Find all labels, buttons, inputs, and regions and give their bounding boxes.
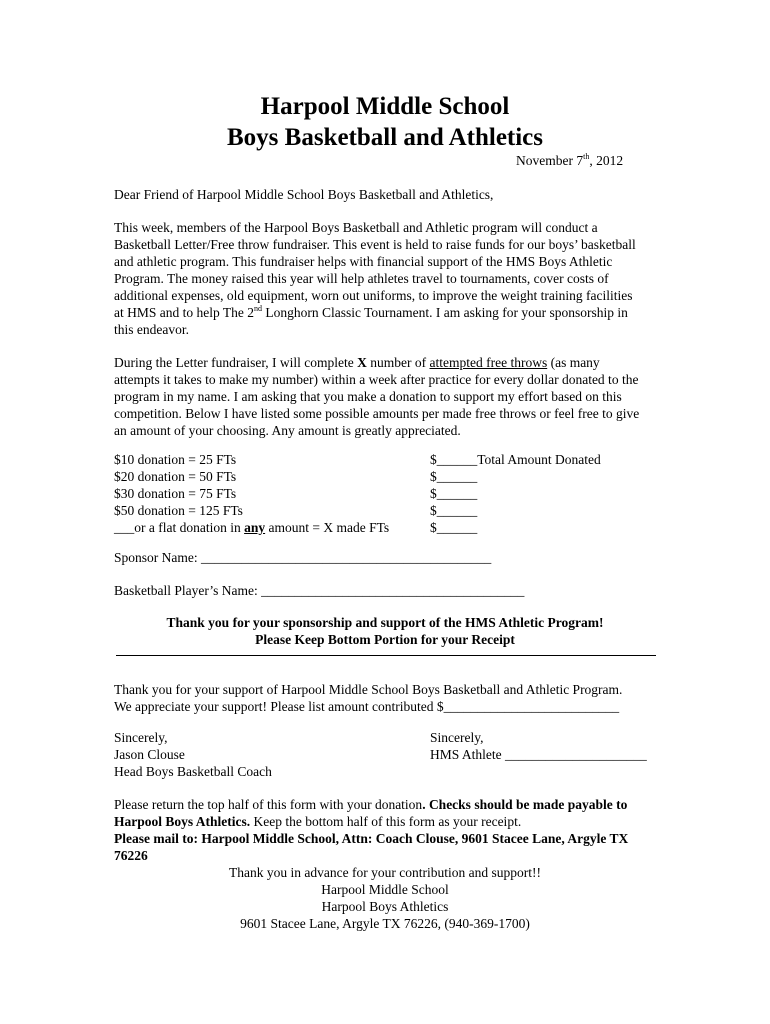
mailing-address: Please mail to: Harpool Middle School, Attn: Coach Clouse, 9601 Stacee Lane, Argyle TX (114, 831, 629, 846)
donation-amount-field[interactable]: $______ (430, 486, 478, 501)
school-title: Harpool Middle School (260, 93, 510, 120)
paragraph-2-line: During the Letter fundraiser, I will complete X number of attempted free throws (as many (114, 355, 600, 370)
donation-option: $10 donation = 25 FTs (114, 452, 237, 467)
salutation: Dear Friend of Harpool Middle School Boys Basketball and Athletics, (114, 187, 494, 202)
player-name-field[interactable]: Basketball Player’s Name: _______________________________________ (114, 583, 525, 598)
return-instructions: Please return the top half of this form with your donation. Checks should be made payable to (114, 797, 628, 812)
footer-address: 9601 Stacee Lane, Argyle TX 76226, (940-369-1700) (240, 916, 530, 931)
footer-program: Harpool Boys Athletics (321, 899, 449, 914)
paragraph-2-line: competition. Below I have listed some possible amounts per made free throws or feel free to give (114, 406, 640, 421)
flat-donation-option: ___or a flat donation in any amount = X made FTs (114, 520, 390, 535)
receipt-line: Thank you for your support of Harpool Middle School Boys Basketball and Athletic Program. (114, 682, 623, 697)
donation-option: $50 donation = 125 FTs (114, 503, 243, 518)
cut-line-divider (116, 655, 656, 656)
coach-closing: Sincerely, (114, 730, 168, 745)
athlete-closing: Sincerely, (430, 730, 484, 745)
paragraph-2-line: an amount of your choosing. Any amount is greatly appreciated. (114, 423, 461, 438)
coach-name: Jason Clouse (114, 747, 185, 762)
footer-school: Harpool Middle School (321, 882, 449, 897)
coach-title: Head Boys Basketball Coach (114, 764, 272, 779)
paragraph-2-line: attempts it takes to make my number) within a week after practice for every dollar donated to the (114, 372, 639, 387)
paragraph-1-line: at HMS and to help The 2nd Longhorn Classic Tournament. I am asking for your sponsorship in (114, 303, 628, 320)
receipt-heading: Please Keep Bottom Portion for your Receipt (255, 632, 515, 647)
amount-contributed-field[interactable]: We appreciate your support! Please list amount contributed $__________________________ (114, 699, 620, 714)
letter-date: November 7th, 2012 (516, 151, 624, 168)
paragraph-2-line: program in my name. I am asking that you make a donation to support my effort based on this (114, 389, 622, 404)
donation-amount-field[interactable]: $______ (430, 503, 478, 518)
return-instructions: Harpool Boys Athletics. Keep the bottom half of this form as your receipt. (114, 814, 522, 829)
donation-amount-field[interactable]: $______ (430, 469, 478, 484)
paragraph-1-line: Basketball Letter/Free throw fundraiser. This event is held to raise funds for our boys’ basketball (114, 237, 636, 252)
program-title: Boys Basketball and Athletics (226, 124, 544, 151)
donation-option: $20 donation = 50 FTs (114, 469, 237, 484)
flat-donation-field[interactable]: $______ (430, 520, 478, 535)
paragraph-1-line: and athletic program. This fundraiser helps with financial support of the HMS Boys Athletic (114, 254, 613, 269)
paragraph-1-line: This week, members of the Harpool Boys Basketball and Athletic program will conduct a (114, 220, 598, 235)
mailing-zip: 76226 (114, 848, 148, 863)
paragraph-1-line: Program. The money raised this year will help athletes travel to tournaments, cover costs of (114, 271, 609, 286)
donation-option: $30 donation = 75 FTs (114, 486, 237, 501)
athlete-signature-field[interactable]: HMS Athlete _____________________ (430, 747, 647, 762)
sponsor-name-field[interactable]: Sponsor Name: ___________________________________________ (114, 550, 492, 565)
paragraph-1-line: this endeavor. (114, 322, 189, 337)
thank-you-heading: Thank you for your sponsorship and support of the HMS Athletic Program! (166, 615, 604, 630)
footer-thanks: Thank you in advance for your contribution and support!! (229, 865, 541, 880)
donation-amount-field[interactable]: $______Total Amount Donated (430, 452, 601, 467)
paragraph-1-line: additional expenses, old equipment, worn out uniforms, to improve the weight training facilities (114, 288, 633, 303)
